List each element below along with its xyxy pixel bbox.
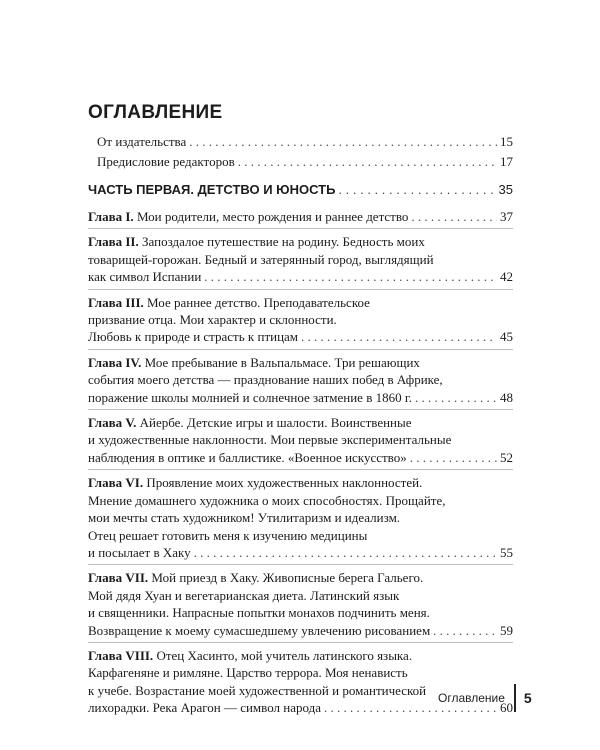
chapter-text: Мои родители, место рождения и раннее детство: [136, 209, 409, 224]
chapter-text: поражение школы молнией и солнечное затмение в 1860 г.: [88, 389, 412, 405]
chapter-text: товарищей-горожан. Бедный и затерянный город, выглядящий: [88, 251, 434, 267]
chapter-line: [88, 647, 513, 664]
chapter-entry: [88, 565, 513, 643]
chapter-line: [88, 587, 513, 604]
entry-page: 17: [500, 154, 513, 169]
chapter-text: мои мечты стать художником! Утилитаризм и идеализм.: [88, 510, 401, 526]
chapter-line: [88, 569, 513, 586]
chapter-entry: [88, 229, 513, 289]
chapter-text: как символ Испании: [88, 269, 202, 285]
running-title: Оглавление: [438, 691, 505, 705]
chapter-text: лихорадки. Река Арагон — символ народа: [88, 700, 322, 716]
entry-title: От издательства: [97, 134, 187, 149]
dot-leader: [410, 449, 497, 466]
chapter-text: призвание отца. Мои характер и склонности.: [88, 312, 337, 328]
chapter-text: наблюдения в оптике и баллистике. «Военное искусство»: [88, 449, 407, 465]
chapter-text: Мое пребывание в Вальпальмасе. Три решающих: [144, 354, 420, 370]
chapter-text: Проявление моих художественных наклонностей.: [146, 475, 423, 491]
chapter-page: 52: [500, 449, 513, 465]
chapter-page: 45: [500, 329, 513, 345]
chapter-text: Отец Хасинто, мой учитель латинского языка.: [156, 647, 413, 663]
chapter-label: Глава V.: [88, 415, 137, 431]
chapter-line: [88, 414, 513, 431]
page-footer: [438, 684, 532, 712]
chapter-line: [88, 527, 513, 544]
chapter-page: 48: [500, 389, 513, 405]
entry-page: 15: [500, 134, 513, 149]
chapter-page: 59: [500, 622, 513, 638]
dot-leader: [194, 544, 497, 561]
dot-leader: [238, 152, 497, 172]
chapter-text: Возвращение к моему сумасшедшему увлечению рисованием: [88, 622, 431, 638]
chapter-entry: [88, 470, 513, 565]
chapter-entry: [88, 410, 513, 470]
chapter-text: к учебе. Возрастание моей художественной и романтической: [88, 682, 427, 698]
chapter-text: и посылает в Хаку: [88, 544, 191, 560]
chapter-line: [88, 268, 513, 285]
chapter-text: Мнение домашнего художника о моих способностях. Прощайте,: [88, 492, 446, 508]
chapter-line: [88, 664, 513, 681]
front-matter-list: [88, 132, 513, 172]
chapter-line: [88, 474, 513, 491]
chapter-label: Глава III.: [88, 294, 144, 310]
chapter-line: [88, 354, 513, 371]
page-number: 5: [523, 690, 532, 706]
chapter-page: 37: [500, 209, 513, 224]
chapter-text: и священники. Напрасные попытки монахов подчинить меня.: [88, 605, 430, 621]
chapter-text: и художественные наклонности. Мои первые экспериментальные: [88, 432, 452, 448]
chapter-text: Мое раннее детство. Преподавательское: [147, 294, 370, 310]
chapter-line: [88, 389, 513, 406]
chapter-text: Запоздалое путешествие на родину. Бедность моих: [142, 234, 425, 250]
chapter-label: Глава I.: [88, 209, 134, 224]
chapter-line: [88, 622, 513, 639]
chapter-line: [88, 492, 513, 509]
front-matter-entry: [88, 132, 513, 152]
dot-leader: [189, 132, 497, 152]
chapter-page: 55: [500, 544, 513, 560]
entry-title: Предисловие редакторов: [97, 154, 235, 169]
chapter-line: [88, 449, 513, 466]
chapter-text: Карфагеняне и римляне. Царство террора. Моя ненависть: [88, 665, 408, 681]
dot-leader: [411, 208, 497, 225]
dot-leader: [338, 180, 495, 200]
chapter-line: [88, 328, 513, 345]
part-heading-row: [88, 180, 513, 200]
chapter-line: [88, 544, 513, 561]
part-page: 35: [498, 182, 513, 197]
dot-leader: [415, 389, 497, 406]
part-title: ЧАСТЬ ПЕРВАЯ. ДЕТСТВО И ЮНОСТЬ: [88, 182, 336, 197]
toc-heading: ОГЛАВЛЕНИЕ: [88, 102, 223, 123]
chapter-label: Глава VIII.: [88, 647, 154, 663]
chapter-line: [88, 431, 513, 448]
chapter-list: [88, 204, 513, 720]
chapter-page: 42: [500, 269, 513, 285]
chapter-label: Глава IV.: [88, 354, 142, 370]
chapter-line: [88, 509, 513, 526]
chapter-label: Глава VII.: [88, 570, 149, 586]
chapter-label: Глава VI.: [88, 475, 144, 491]
chapter-entry: [88, 350, 513, 410]
chapter-label: Глава II.: [88, 234, 139, 250]
chapter-line: [88, 311, 513, 328]
chapter-line: [88, 294, 513, 311]
dot-leader: [301, 328, 497, 345]
dot-leader: [204, 268, 497, 285]
chapter-text: Отец решает готовить меня к изучению медицины: [88, 527, 368, 543]
chapter-text: Любовь к природе и страсть к птицам: [88, 329, 299, 345]
chapter-text: события моего детства — празднование наших побед в Африке,: [88, 372, 443, 388]
dot-leader: [433, 622, 497, 639]
chapter-text: Мой приезд в Хаку. Живописные берега Гальего.: [151, 570, 424, 586]
chapter-text: Мой дядя Хуан и вегетарианская диета. Латинский язык: [88, 587, 400, 603]
chapter-entry: [88, 204, 513, 229]
chapter-line: [88, 233, 513, 250]
chapter-page: 60: [500, 700, 513, 716]
chapter-text: Айербе. Детские игры и шалости. Воинственные: [139, 415, 412, 431]
chapter-line: [88, 371, 513, 388]
chapter-line: [88, 604, 513, 621]
chapter-line: [88, 251, 513, 268]
chapter-line: [88, 208, 513, 225]
chapter-entry: [88, 290, 513, 350]
front-matter-entry: [88, 152, 513, 172]
